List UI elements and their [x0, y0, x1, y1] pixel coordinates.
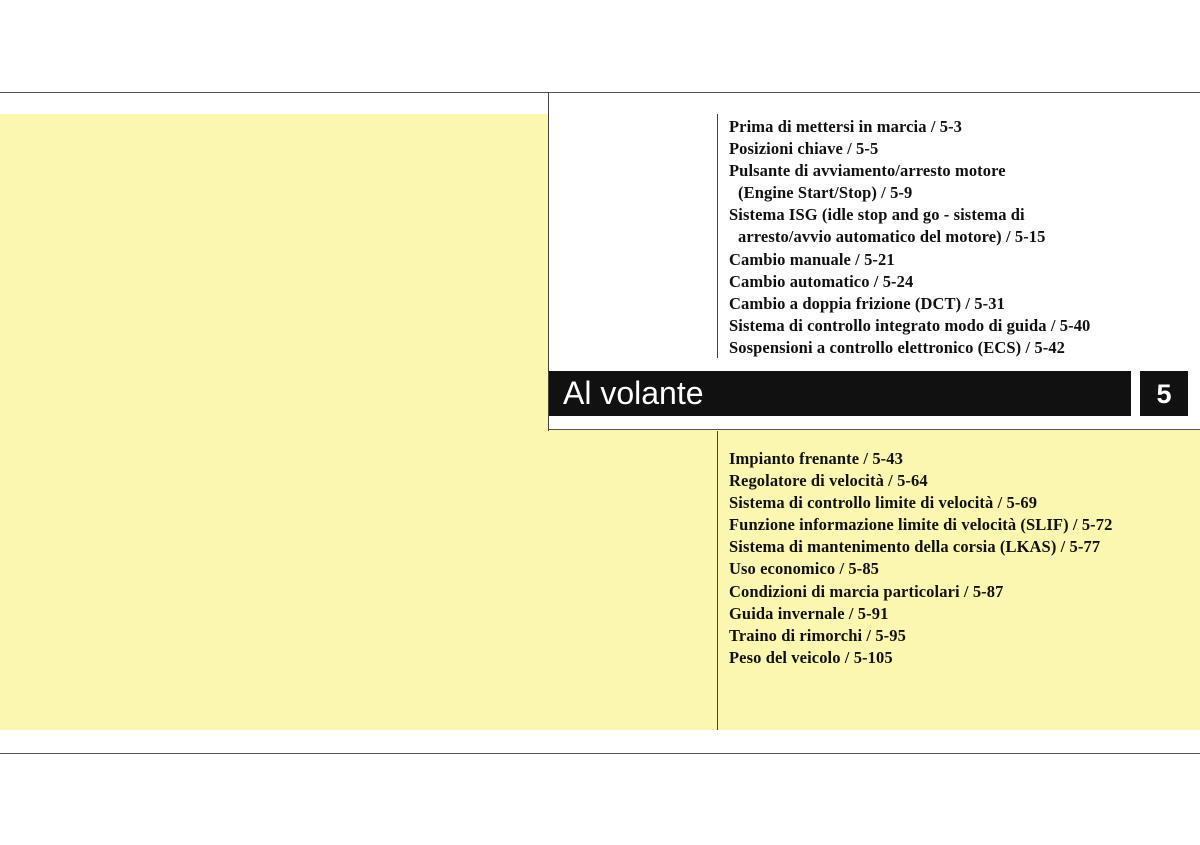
toc-item[interactable]: Traino di rimorchi / 5-95 — [729, 625, 906, 645]
chapter-title-bar — [549, 371, 1131, 416]
toc-item[interactable]: Sistema di controllo limite di velocità / 5-69 — [729, 493, 1038, 513]
toc-item[interactable]: Sospensioni a controllo elettronico (ECS) / 5-42 — [729, 337, 1066, 357]
toc-item-continuation[interactable]: (Engine Start/Stop) / 5-9 — [738, 183, 913, 203]
chapter-title: Al volante — [563, 375, 704, 411]
toc-item[interactable]: Cambio a doppia frizione (DCT) / 5-31 — [729, 293, 1005, 313]
toc-item[interactable]: Prima di mettersi in marcia / 5-3 — [729, 117, 963, 136]
toc-item[interactable]: Cambio automatico / 5-24 — [729, 271, 914, 291]
toc-item-continuation[interactable]: arresto/avvio automatico del motore) / 5-15 — [738, 227, 1046, 247]
toc-item[interactable]: Pulsante di avviamento/arresto motore — [729, 161, 1006, 181]
toc-top-list — [729, 116, 1090, 359]
toc-item[interactable]: Regolatore di velocità / 5-64 — [729, 471, 928, 491]
top-rule — [0, 92, 1200, 93]
chapter-number-tab: 5 — [1140, 371, 1188, 416]
toc-item[interactable]: Condizioni di marcia particolari / 5-87 — [729, 581, 1004, 601]
toc-top-divider — [717, 114, 718, 358]
toc-item[interactable]: Guida invernale / 5-91 — [729, 603, 889, 623]
title-underline — [549, 429, 1200, 430]
toc-item[interactable]: Uso economico / 5-85 — [729, 559, 880, 579]
toc-bottom-divider — [717, 431, 718, 730]
bottom-rule — [0, 753, 1200, 754]
toc-item[interactable]: Sistema di controllo integrato modo di guida / 5-40 — [729, 315, 1091, 335]
toc-item[interactable]: Impianto frenante / 5-43 — [729, 449, 903, 468]
toc-bottom-list — [729, 448, 1112, 669]
toc-item[interactable]: Sistema ISG (idle stop and go - sistema di — [729, 205, 1025, 225]
toc-item[interactable]: Posizioni chiave / 5-5 — [729, 139, 879, 159]
toc-item[interactable]: Cambio manuale / 5-21 — [729, 249, 895, 269]
left-panel — [0, 114, 549, 730]
toc-item[interactable]: Sistema di mantenimento della corsia (LKAS) / 5-77 — [729, 537, 1101, 557]
toc-item[interactable]: Funzione informazione limite di velocità (SLIF) / 5-72 — [729, 515, 1113, 535]
toc-item[interactable]: Peso del veicolo / 5-105 — [729, 647, 893, 667]
